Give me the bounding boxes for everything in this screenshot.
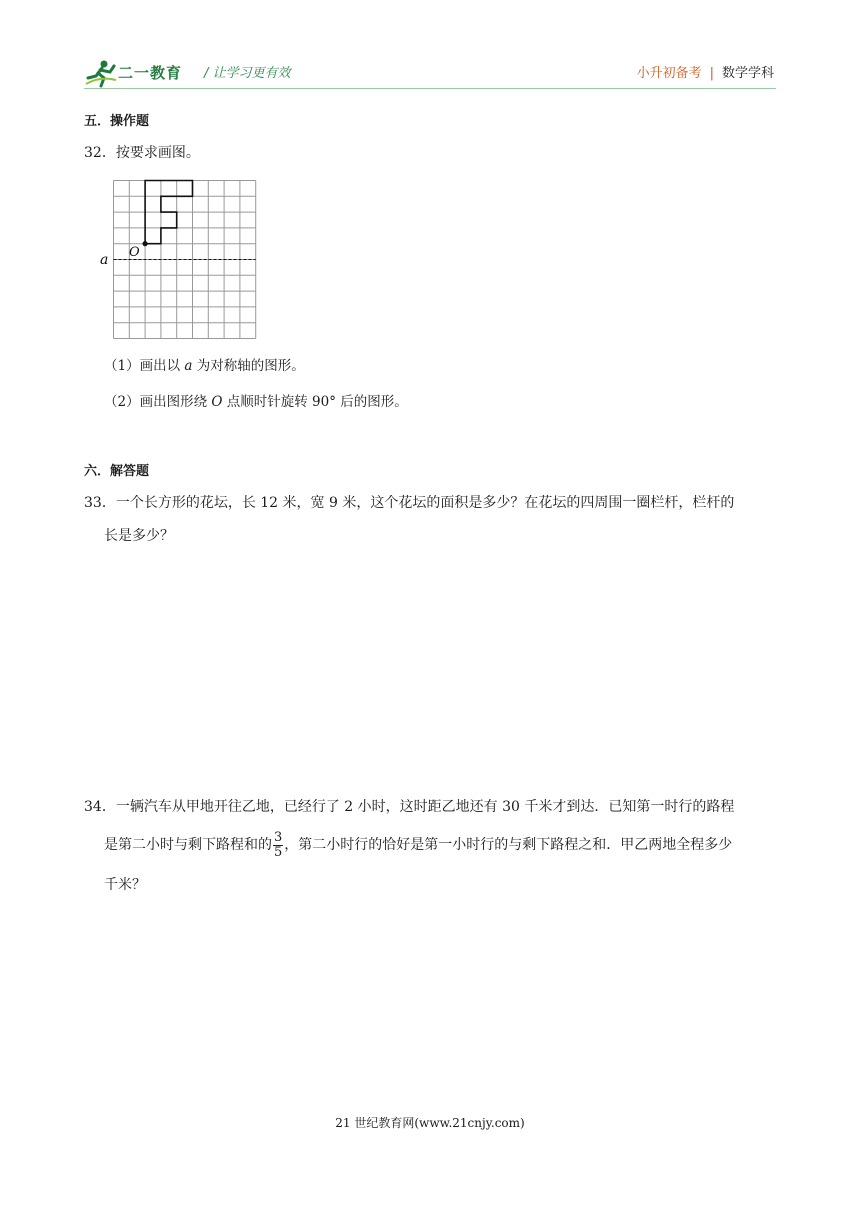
footer-text: 21 世纪教育网(www.21cnjy.com) [335, 1116, 525, 1130]
logo-text: 二一教育 [118, 64, 183, 82]
q34-line2-suffix: ，第二小时行的恰好是第一小时行的与剩下路程之和．甲乙两地全程多少 [284, 837, 733, 853]
slogan: / 让学习更有效 [204, 66, 291, 81]
fraction-three-fifths [273, 831, 283, 860]
fraction-numerator: 3 [274, 829, 283, 845]
q34-line3: 千米？ [104, 877, 146, 893]
header-separator: | [709, 66, 714, 81]
section-title-6: 六．解答题 [84, 464, 150, 479]
q32-part1 [104, 356, 305, 376]
q32-part1-suffix: 为对称轴的图形。 [192, 358, 305, 374]
q32-part2 [104, 392, 408, 412]
point-o [143, 241, 148, 246]
q32-part2-suffix: 点顺时针旋转 90° 后的图形。 [222, 394, 408, 410]
q32-part1-prefix: （1）画出以 [104, 358, 185, 374]
q32-part2-prefix: （2）画出图形绕 [104, 394, 212, 410]
fraction-denominator: 5 [274, 844, 283, 860]
q34-line1: 34．一辆汽车从甲地开往乙地，已经行了 2 小时，这时距乙地还有 30 千米才到达．已知第一时行的路程 [84, 799, 735, 815]
label-o: O [129, 245, 140, 260]
q32-stem: 32．按要求画图。 [84, 145, 200, 161]
q33-line1: 33．一个长方形的花坛，长 12 米，宽 9 米，这个花坛的面积是多少？在花坛的四周围一圈栏杆，栏杆的 [84, 495, 735, 511]
q34-line2 [104, 826, 732, 864]
subject-label: 数学学科 [721, 66, 774, 81]
runner-logo-icon [84, 58, 118, 88]
q33-line2: 长是多少？ [104, 528, 174, 544]
q34-line2-prefix: 是第二小时与剩下路程和的 [104, 837, 272, 853]
label-a: a [100, 252, 109, 268]
exam-label: 小升初备考 [636, 66, 702, 81]
q32-part2-var: O [211, 394, 223, 410]
header-right [637, 62, 774, 81]
q32-grid-figure [96, 178, 260, 342]
section-title-5: 五．操作题 [84, 114, 150, 129]
q32-part1-var: a [184, 358, 193, 374]
header-divider [84, 88, 776, 89]
